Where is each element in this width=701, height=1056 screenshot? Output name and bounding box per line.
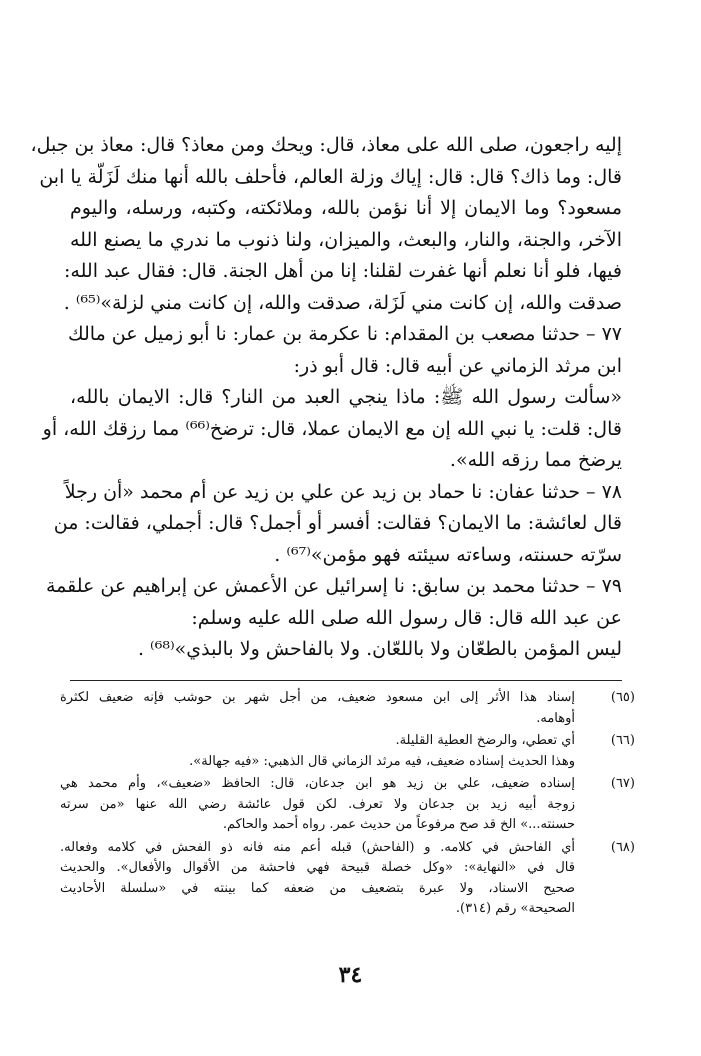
footnote-body bbox=[60, 774, 575, 836]
footnote-line: الصحيحة» رقم (٣١٤). bbox=[455, 901, 575, 916]
footnote-line: إسناد هذا الأثر إلى ابن مسعود ضعيف، من أجل شهر بن حوشب فإنه ضعيف لكثرة bbox=[60, 690, 575, 705]
footnote-number: (٦٧) bbox=[610, 776, 635, 791]
footnotes bbox=[60, 688, 635, 922]
footnote-number: (٦٥) bbox=[610, 690, 635, 705]
text-line: ٧٩ – حدثنا محمد بن سابق: نا إسرائيل عن الأعمش عن إبراهيم عن علقمة bbox=[45, 575, 622, 597]
footnote-line: إسناده ضعيف، علي بن زيد هو ابن جدعان، قال: الحافظ «ضعيف»، وأم محمد هي bbox=[60, 776, 575, 791]
text-line: الآخر، والجنة، والنار، والبعث، والميزان، ولنا ذنوب ما ندري ما يصنع الله bbox=[70, 228, 622, 251]
footnote-number: (٦٦) bbox=[610, 733, 635, 748]
text-line: «سألت رسول الله ﷺ: ماذا ينجي العبد من النار؟ قال: الايمان بالله، bbox=[70, 386, 622, 408]
text-line: قال: قلت: يا نبي الله إن مع الايمان عملا، قال: ترضخ⁽⁶⁶⁾ مما رزقك الله، أو bbox=[42, 417, 622, 440]
footnote-body bbox=[60, 688, 575, 729]
footnote-line: وهذا الحديث إسناده ضعيف، فيه مرثد الزماني قال الذهبي: «فيه جهالة». bbox=[189, 753, 575, 769]
text-line: مسعود؟ وما الايمان إلا أنا نؤمن بالله، وملائكته، وكتبه، ورسله، واليوم bbox=[70, 197, 622, 219]
text-line: قال لعائشة: ما الايمان؟ فقالت: أفسر أو أجمل؟ قال: أجملي، فقالت: من bbox=[53, 512, 622, 534]
footnote-line: حسنته...» الخ قد صح مرفوعاً من حديث عمر. رواه أحمد والحاكم. bbox=[222, 817, 575, 832]
text-line: إليه راجعون، صلى الله على معاذ، قال: ويحك ومن معاذ؟ قال: معاذ بن جبل، bbox=[30, 134, 622, 156]
footnote bbox=[60, 688, 635, 729]
footnote-divider bbox=[70, 680, 622, 681]
footnote bbox=[60, 838, 635, 920]
footnote bbox=[60, 731, 635, 772]
text-line: قال: وما ذاك؟ قال: قال: إياك وزلة العالم، فأحلف بالله أنها منك لَزَلّة يا ابن bbox=[39, 165, 622, 188]
text-line: عن عبد الله قال: قال رسول الله صلى الله عليه وسلم: bbox=[191, 606, 622, 629]
text-line: ابن مرثد الزماني عن أبيه قال: قال أبو ذر: bbox=[293, 354, 622, 377]
footnote-line: أي الفاحش في كلامه. و (الفاحش) قبله أعم منه فانه ذو الفحش في كلامه وفعاله. bbox=[60, 839, 575, 855]
text-line: ٧٧ – حدثنا مصعب بن المقدام: نا عكرمة بن عمار: نا أبو زميل عن مالك bbox=[67, 323, 622, 345]
text-line: ٧٨ – حدثنا عفان: نا حماد بن زيد عن علي بن زيد عن أم محمد «أن رجلاً bbox=[64, 480, 622, 503]
footnote-body bbox=[60, 838, 575, 920]
page-number: ٣٤ bbox=[338, 962, 363, 988]
footnote-line: صحيح الاسناد، ولا عبرة بتضعيف من ضعفه كما بينته في «سلسلة الأحاديث bbox=[60, 880, 575, 896]
text-line: صدقت والله، إن كانت مني لَزَلة، صدقت والله، إن كانت مني لزلة»⁽⁶⁵⁾ . bbox=[63, 291, 622, 314]
footnote-body bbox=[60, 731, 575, 772]
footnote bbox=[60, 774, 635, 836]
footnote-line: قال في «النهاية»: «وكل خصلة قبيحة فهي فاحشة من الأقوال والأفعال». والحديث bbox=[60, 860, 575, 875]
footnote-line: أي تعطي، والرضخ العطية القليلة. bbox=[395, 733, 575, 748]
text-line: فيها، فلو أنا نعلم أنها غفرت لقلنا: إنا من أهل الجنة. قال: فقال عبد الله: bbox=[64, 260, 622, 282]
footnote-line: أوهامه. bbox=[536, 710, 575, 726]
footnote-line: زوجة أبيه زيد بن جدعان ولا تعرف. لكن قول عائشة رضي الله عنها «من سرته bbox=[60, 796, 575, 812]
footnote-number: (٦٨) bbox=[610, 839, 635, 855]
text-line: ليس المؤمن بالطعّان ولا باللعّان. ولا بالفاحش ولا بالبذي»⁽⁶⁸⁾ . bbox=[137, 638, 622, 660]
main-text bbox=[30, 130, 622, 666]
text-line: يرضخ مما رزقه الله». bbox=[449, 449, 622, 471]
text-line: سرّته حسنته، وساءته سيئته فهو مؤمن»⁽⁶⁷⁾ . bbox=[274, 543, 622, 566]
